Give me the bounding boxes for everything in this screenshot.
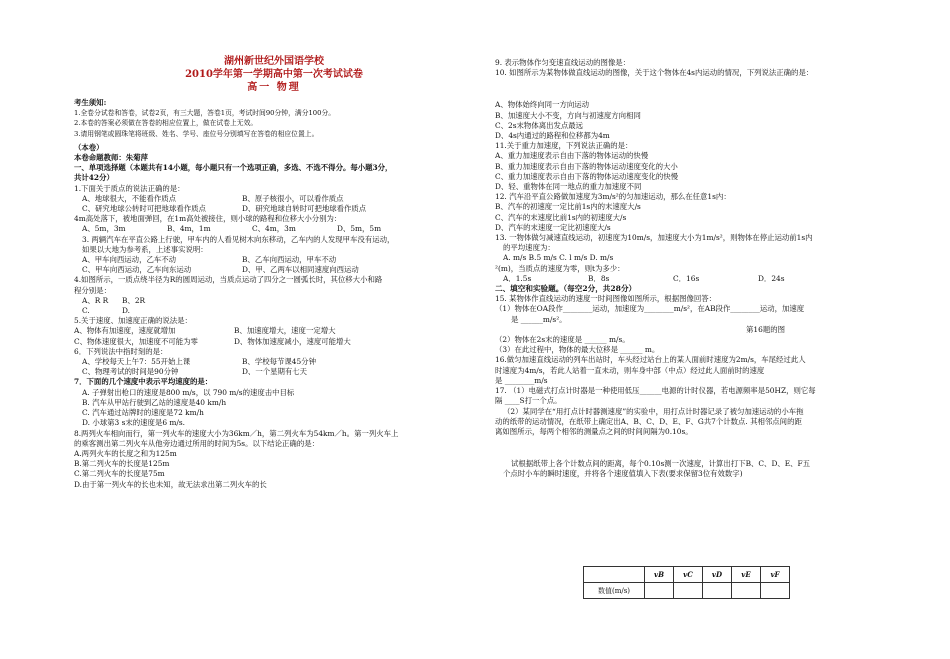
question-line: 3. 两辆汽车在平直公路上行驶，甲车内的人看见树木向东移动，乙车内的人发现甲车没有运动，: [82, 234, 395, 244]
exam-title: 2010学年第一学期高中第一次考试试卷: [185, 69, 363, 80]
option-text: D、一个星期有七天: [242, 367, 308, 377]
question-line: 时速度为4m/s，若此人站着一直未动，则车身中部（中点）经过此人面前时的速度: [495, 365, 765, 375]
section1-title: 一、单项选择题（本题共有14小题，每小题只有一个选项正确，多选、不选不得分。每小题3分，: [74, 163, 393, 173]
option-text: A．1.5s: [503, 273, 532, 283]
question-line: [74, 357, 474, 367]
answer-cell[interactable]: [761, 583, 790, 599]
option-text: D、研究地球自转时可把地球看作质点: [242, 204, 367, 214]
question-line: [74, 337, 474, 347]
question-line: A. m/s B.5 m/s C. l m/s D. m/s: [503, 253, 614, 263]
question-line: 试根据纸带上各个计数点间的距离，每个0.10s测一次速度，计算出打下B、C、D、E、F五: [511, 459, 811, 469]
question-line: [74, 204, 474, 214]
option-text: A、地球很大，不能看作质点: [82, 193, 177, 203]
option-text: A、甲车向西运动，乙车不动: [82, 255, 177, 265]
question-line: 13. 一物体做匀减速直线运动，初速度为10m/s，加速度大小为1m/s²，则物体在停止运动前1s内: [495, 233, 813, 243]
question-line: C、汽车的末速度比前1s内的初速度大/s: [495, 212, 627, 222]
school-title: 湖州新世纪外国语学校: [224, 56, 324, 67]
question-line: [74, 265, 474, 275]
option-text: B、学校每节课45分钟: [242, 357, 316, 367]
question-line: 4.如图所示，一质点绕半径为R的圆周运动，当质点运动了四分之一圆弧长时，其位移大小和路: [74, 275, 383, 285]
question-line: B. 汽车从甲站行驶到乙站的速度是40 km/h: [82, 397, 227, 407]
option-text: D.: [122, 306, 131, 316]
question-line: 第16题的图: [746, 324, 785, 334]
teacher-line: 本卷命题教师：朱菊萍: [74, 153, 148, 163]
question-line: C.第二列火车的长度是75m: [74, 469, 165, 479]
question-line: [74, 306, 474, 316]
question-line: D、轻、重物体在同一地点的重力加速度不同: [495, 182, 642, 192]
option-text: C、4m，3m: [252, 224, 296, 234]
option-text: C.: [82, 306, 90, 316]
left-questions: [74, 184, 474, 490]
question-line: 11.关于重力加速度，下列说法正确的是：: [495, 141, 633, 151]
question-line: （2）某同学在“用打点计时器测速度”的实验中，用打点计时器记录了被匀加速运动的小车拖: [503, 406, 804, 416]
question-line: （2）物体在2s末的速度是 ______ m/s。: [495, 335, 630, 345]
question-line: [74, 255, 474, 265]
question-line: 的乘客测出第二列火车从他旁边通过所用的时间为5s。以下结论正确的是：: [74, 438, 319, 448]
question-line: [74, 194, 474, 204]
question-line: 离如图所示，每两个相邻的测量点之间的时间间隔为0.10s。: [495, 426, 693, 436]
subject-title: 高一 物理: [247, 82, 301, 93]
table-header-cell: vC: [674, 567, 703, 583]
volume-label: （本卷）: [74, 142, 104, 152]
table-row: [584, 583, 790, 599]
question-line: B、加速度大小不变，方向与初速度方向相同: [495, 110, 641, 120]
section1-title-cont: 共计42分）: [74, 173, 114, 183]
option-text: A、物体有加速度，速度就增加: [74, 326, 176, 336]
question-line: D、汽车的末速度一定比初速度大/s: [495, 222, 611, 232]
answer-cell[interactable]: [732, 583, 761, 599]
option-text: C、物体速度很大，加速度不可能为零: [74, 336, 198, 346]
question-line: 二、填空和实验题。（每空2分，共28分）: [495, 284, 637, 294]
question-line: B.第二列火车的长度是125m: [74, 459, 170, 469]
question-line: D.由于第一列火车的长也未知，故无法求出第二列火车的长: [74, 479, 267, 489]
question-line: 7．下面的几个速度中表示平均速度的是：: [74, 377, 213, 387]
question-line: 10. 如图所示为某物体做直线运动的图像，关于这个物体在4s内运动的情况，下列说法正确的是：: [495, 68, 814, 78]
question-line: [74, 296, 474, 306]
question-line: B、重力加速度表示自由下落的物体运动速度变化的大小: [495, 161, 678, 171]
option-text: B、原子核很小，可以看作质点: [242, 193, 344, 203]
option-text: B、2R: [122, 295, 146, 305]
table-header-cell: vE: [732, 567, 761, 583]
option-text: C、甲车向西运动，乙车向东运动: [82, 265, 192, 275]
answer-cell[interactable]: [674, 583, 703, 599]
question-line: 8.两列火车相向而行，第一列火车的速度大小为36km／h，第二列火车为54km／h。第一列火车上: [74, 428, 399, 438]
question-line: 6．下列说法中指时刻的是：: [74, 346, 168, 356]
option-text: B．8s: [588, 273, 610, 283]
question-line: 是 ______m/s²。: [511, 314, 567, 324]
option-text: D．24s: [758, 273, 785, 283]
table-row-label: 数值(m/s): [584, 583, 645, 599]
question-line: C、重力加速度表示自由下落的物体运动速度变化的快慢: [495, 171, 679, 181]
notice-title: 考生须知:: [74, 98, 107, 107]
question-line: 的平均速度为：: [503, 243, 555, 253]
question-line: A.两列火车的长度之和为125m: [74, 448, 177, 458]
question-line: [495, 274, 885, 284]
question-line: A、物体始终向同一方向运动: [495, 100, 590, 110]
velocity-table: [583, 566, 790, 599]
question-line: ²(m)，当质点的速度为零，则t为多少：: [495, 263, 625, 273]
question-line: C、2s末物体离出发点最远: [495, 120, 584, 130]
option-text: B、4m，1m: [167, 224, 211, 234]
question-line: 4m高处落下，被地面弹回，在1m高处被接住，则小球的路程和位移大小分别为：: [74, 214, 342, 224]
question-line: （1）物体在OA段作________运动，加速度为________m/s²，在AB段作________运动，加速度: [495, 304, 805, 314]
left-column: [74, 0, 474, 490]
question-line: B、汽车的初速度一定比前1s内的末速度大/s: [495, 202, 641, 212]
question-line: 1.下面关于质点的说法正确的是：: [74, 183, 185, 193]
question-line: 如果以大地为参考系，上述事实说明：: [82, 244, 208, 254]
question-line: [495, 437, 885, 459]
option-text: C、物理考试的时间是90分钟: [82, 367, 179, 377]
notice-item: 2.本卷的答案必须做在答卷的相应位置上，做在试卷上无效。: [74, 119, 258, 128]
notice-item: 3.请用钢笔或圆珠笔将班级、姓名、学号、座位号分别填写在答卷的相应位置上。: [74, 129, 319, 138]
question-line: [74, 326, 474, 336]
question-line: 15. 某物体作直线运动的速度一时间图像如图所示，根据图像回答：: [495, 294, 717, 304]
answer-cell[interactable]: [703, 583, 732, 599]
table-header-cell: vF: [761, 567, 790, 583]
right-questions: [495, 58, 885, 480]
question-line: 17. （1）电磁式打点计时器是一种使用低压______电源的计时仪器，若电源频率是50HZ，则它每: [495, 386, 816, 396]
option-text: D、5m，5m: [337, 224, 382, 234]
table-header-cell: [584, 567, 645, 583]
question-line: 动的纸带的运动情况，在纸带上确定出A、B、C、D、E、F、G共7个计数点. 其相邻点间的距: [495, 416, 802, 426]
answer-cell[interactable]: [645, 583, 674, 599]
question-line: 个点时小车的瞬时速度，并将各个速度值填入下表(要求保留3位有效数字): [503, 469, 743, 479]
option-text: C．16s: [673, 273, 700, 283]
question-line: A. 子弹射出枪口的速度是800 m/s，以 790 m/s的速度击中目标: [82, 387, 295, 397]
right-column: [495, 0, 885, 480]
question-line: [495, 78, 885, 100]
option-text: B、乙车向西运动，甲车不动: [242, 255, 337, 265]
table-header-cell: vB: [645, 567, 674, 583]
question-line: 9. 表示物体作匀变速直线运动的图像是：: [495, 58, 631, 67]
question-line: D、4s内通过的路程和位移都为4m: [495, 131, 610, 141]
question-line: C. 汽车通过站牌时的速度是72 km/h: [82, 408, 204, 418]
table-header-cell: vD: [703, 567, 732, 583]
question-line: [74, 367, 474, 377]
option-text: A、5m，3m: [82, 224, 126, 234]
question-line: 程分别是：: [74, 285, 111, 295]
option-text: D、物体加速度减小，速度可能增大: [234, 336, 351, 346]
table-row: [584, 567, 790, 583]
question-line: 16.做匀加速直线运动的列车出站时，车头经过站台上的某人面前时速度为2m/s，车尾经过此人: [495, 355, 806, 365]
question-line: 是 ________m/s: [495, 375, 548, 385]
question-line: 5.关于速度、加速度正确的说法是：: [74, 316, 192, 326]
option-text: D、甲、乙两车以相同速度向西运动: [242, 265, 359, 275]
question-line: D. 小球第3 s末的速度是6 m/s.: [82, 418, 186, 428]
option-text: A、R R: [82, 295, 109, 305]
question-line: [74, 224, 474, 234]
question-line: 12. 汽车沿平直公路做加速度为3m/s²的匀加速运动，那么在任意1s内：: [495, 192, 731, 202]
question-line: （3）在此过程中，物体的最大位移是 ______ m。: [495, 345, 660, 355]
option-text: A、学校每天上午7：55开始上课: [82, 357, 191, 367]
option-text: B、加速度增大，速度一定增大: [234, 326, 336, 336]
question-line: 隔 ____S打一个点。: [495, 396, 562, 406]
option-text: C、研究地球公转时可把地球看作质点: [82, 204, 206, 214]
question-line: A、重力加速度表示自由下落的物体运动的快慢: [495, 151, 649, 161]
notice-item: 1.全卷分试卷和答卷，试卷2页，有三大题，答卷1页，考试时间90分钟，满分100分。: [74, 109, 336, 118]
